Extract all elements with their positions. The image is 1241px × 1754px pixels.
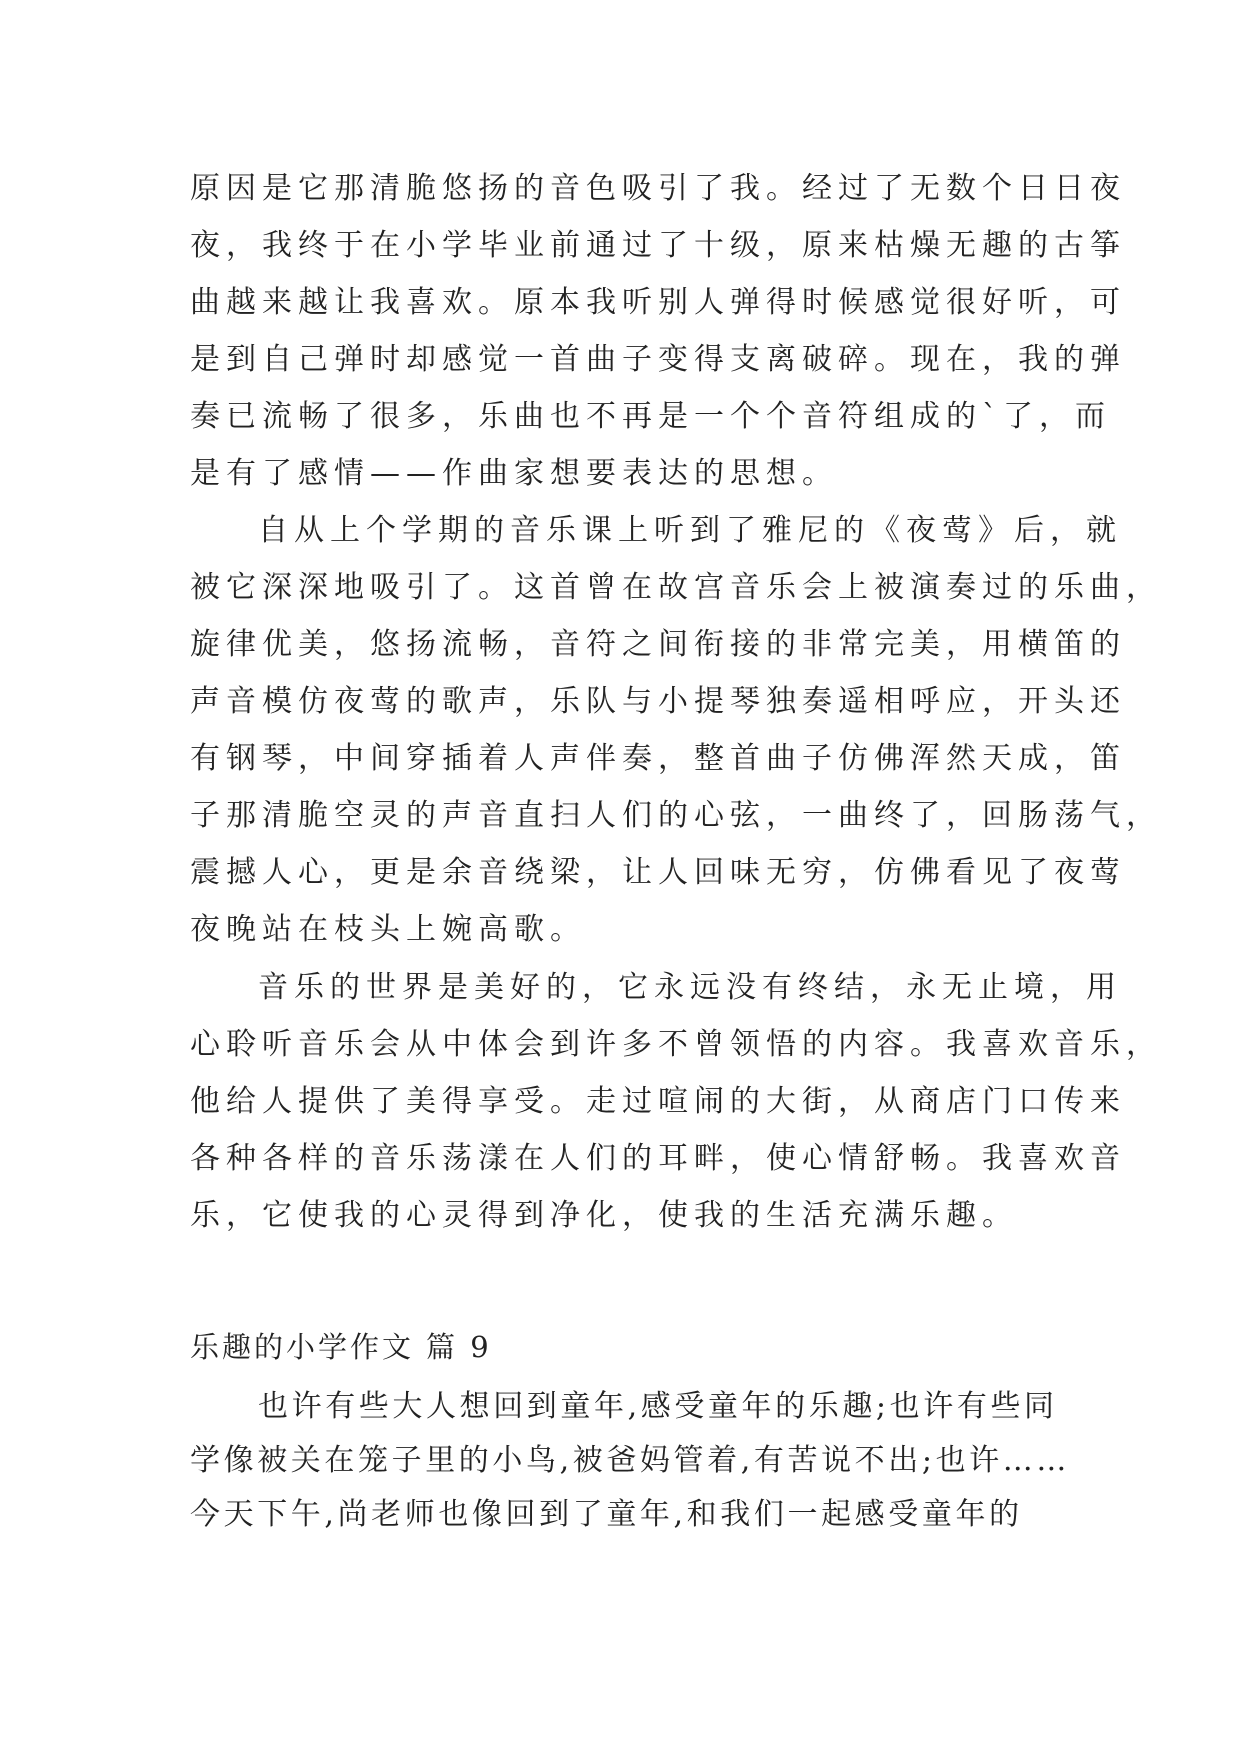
text-line: 旋律优美，悠扬流畅，音符之间衔接的非常完美，用横笛的 — [190, 627, 1126, 662]
paragraph-1 — [190, 160, 1126, 502]
text-line: 也许有些大人想回到童年,感受童年的乐趣;也许有些同 — [258, 1389, 1058, 1424]
text-line: 曲越来越让我喜欢。原本我听别人弹得时候感觉很好听，可 — [190, 285, 1126, 320]
text-line: 学像被关在笼子里的小鸟,被爸妈管着,有苦说不出;也许…… — [190, 1443, 1070, 1478]
section-title: 乐趣的小学作文 — [190, 1330, 415, 1364]
text-line: 夜，我终于在小学毕业前通过了十级，原来枯燥无趣的古筝 — [190, 228, 1126, 263]
text-line: 震撼人心，更是余音绕梁，让人回味无穷，仿佛看见了夜莺 — [190, 855, 1126, 890]
text-line: 是有了感情——作曲家想要表达的思想。 — [190, 456, 838, 491]
paragraph-3 — [190, 959, 1162, 1244]
paragraph-4 — [190, 1380, 1070, 1542]
text-line: 他给人提供了美得享受。走过喧闹的大街，从商店门口传来 — [190, 1084, 1126, 1119]
text-line: 子那清脆空灵的声音直扫人们的心弦，一曲终了，回肠荡气， — [190, 798, 1162, 833]
text-line: 有钢琴，中间穿插着人声伴奏，整首曲子仿佛浑然天成，笛 — [190, 741, 1126, 776]
text-line: 是到自己弹时却感觉一首曲子变得支离破碎。现在，我的弹 — [190, 342, 1126, 377]
text-line: 奏已流畅了很多，乐曲也不再是一个个音符组成的`了，而 — [190, 399, 1111, 434]
text-line: 心聆听音乐会从中体会到许多不曾领悟的内容。我喜欢音乐， — [190, 1027, 1162, 1062]
text-line: 原因是它那清脆悠扬的音色吸引了我。经过了无数个日日夜 — [190, 171, 1126, 206]
text-line: 乐，它使我的心灵得到净化，使我的生活充满乐趣。 — [190, 1198, 1018, 1233]
text-line: 夜晚站在枝头上婉高歌。 — [190, 912, 586, 947]
paragraph-2 — [190, 502, 1162, 958]
section-heading — [190, 1322, 492, 1372]
text-line: 各种各样的音乐荡漾在人们的耳畔，使心情舒畅。我喜欢音 — [190, 1141, 1126, 1176]
text-line: 今天下午,尚老师也像回到了童年,和我们一起感受童年的 — [190, 1497, 1023, 1532]
text-line: 自从上个学期的音乐课上听到了雅尼的《夜莺》后，就 — [258, 513, 1122, 548]
text-line: 声音模仿夜莺的歌声，乐队与小提琴独奏遥相呼应，开头还 — [190, 684, 1126, 719]
text-line: 被它深深地吸引了。这首曾在故宫音乐会上被演奏过的乐曲， — [190, 570, 1162, 605]
section-number: 篇 9 — [426, 1330, 492, 1364]
text-line: 音乐的世界是美好的，它永远没有终结，永无止境，用 — [258, 970, 1122, 1005]
